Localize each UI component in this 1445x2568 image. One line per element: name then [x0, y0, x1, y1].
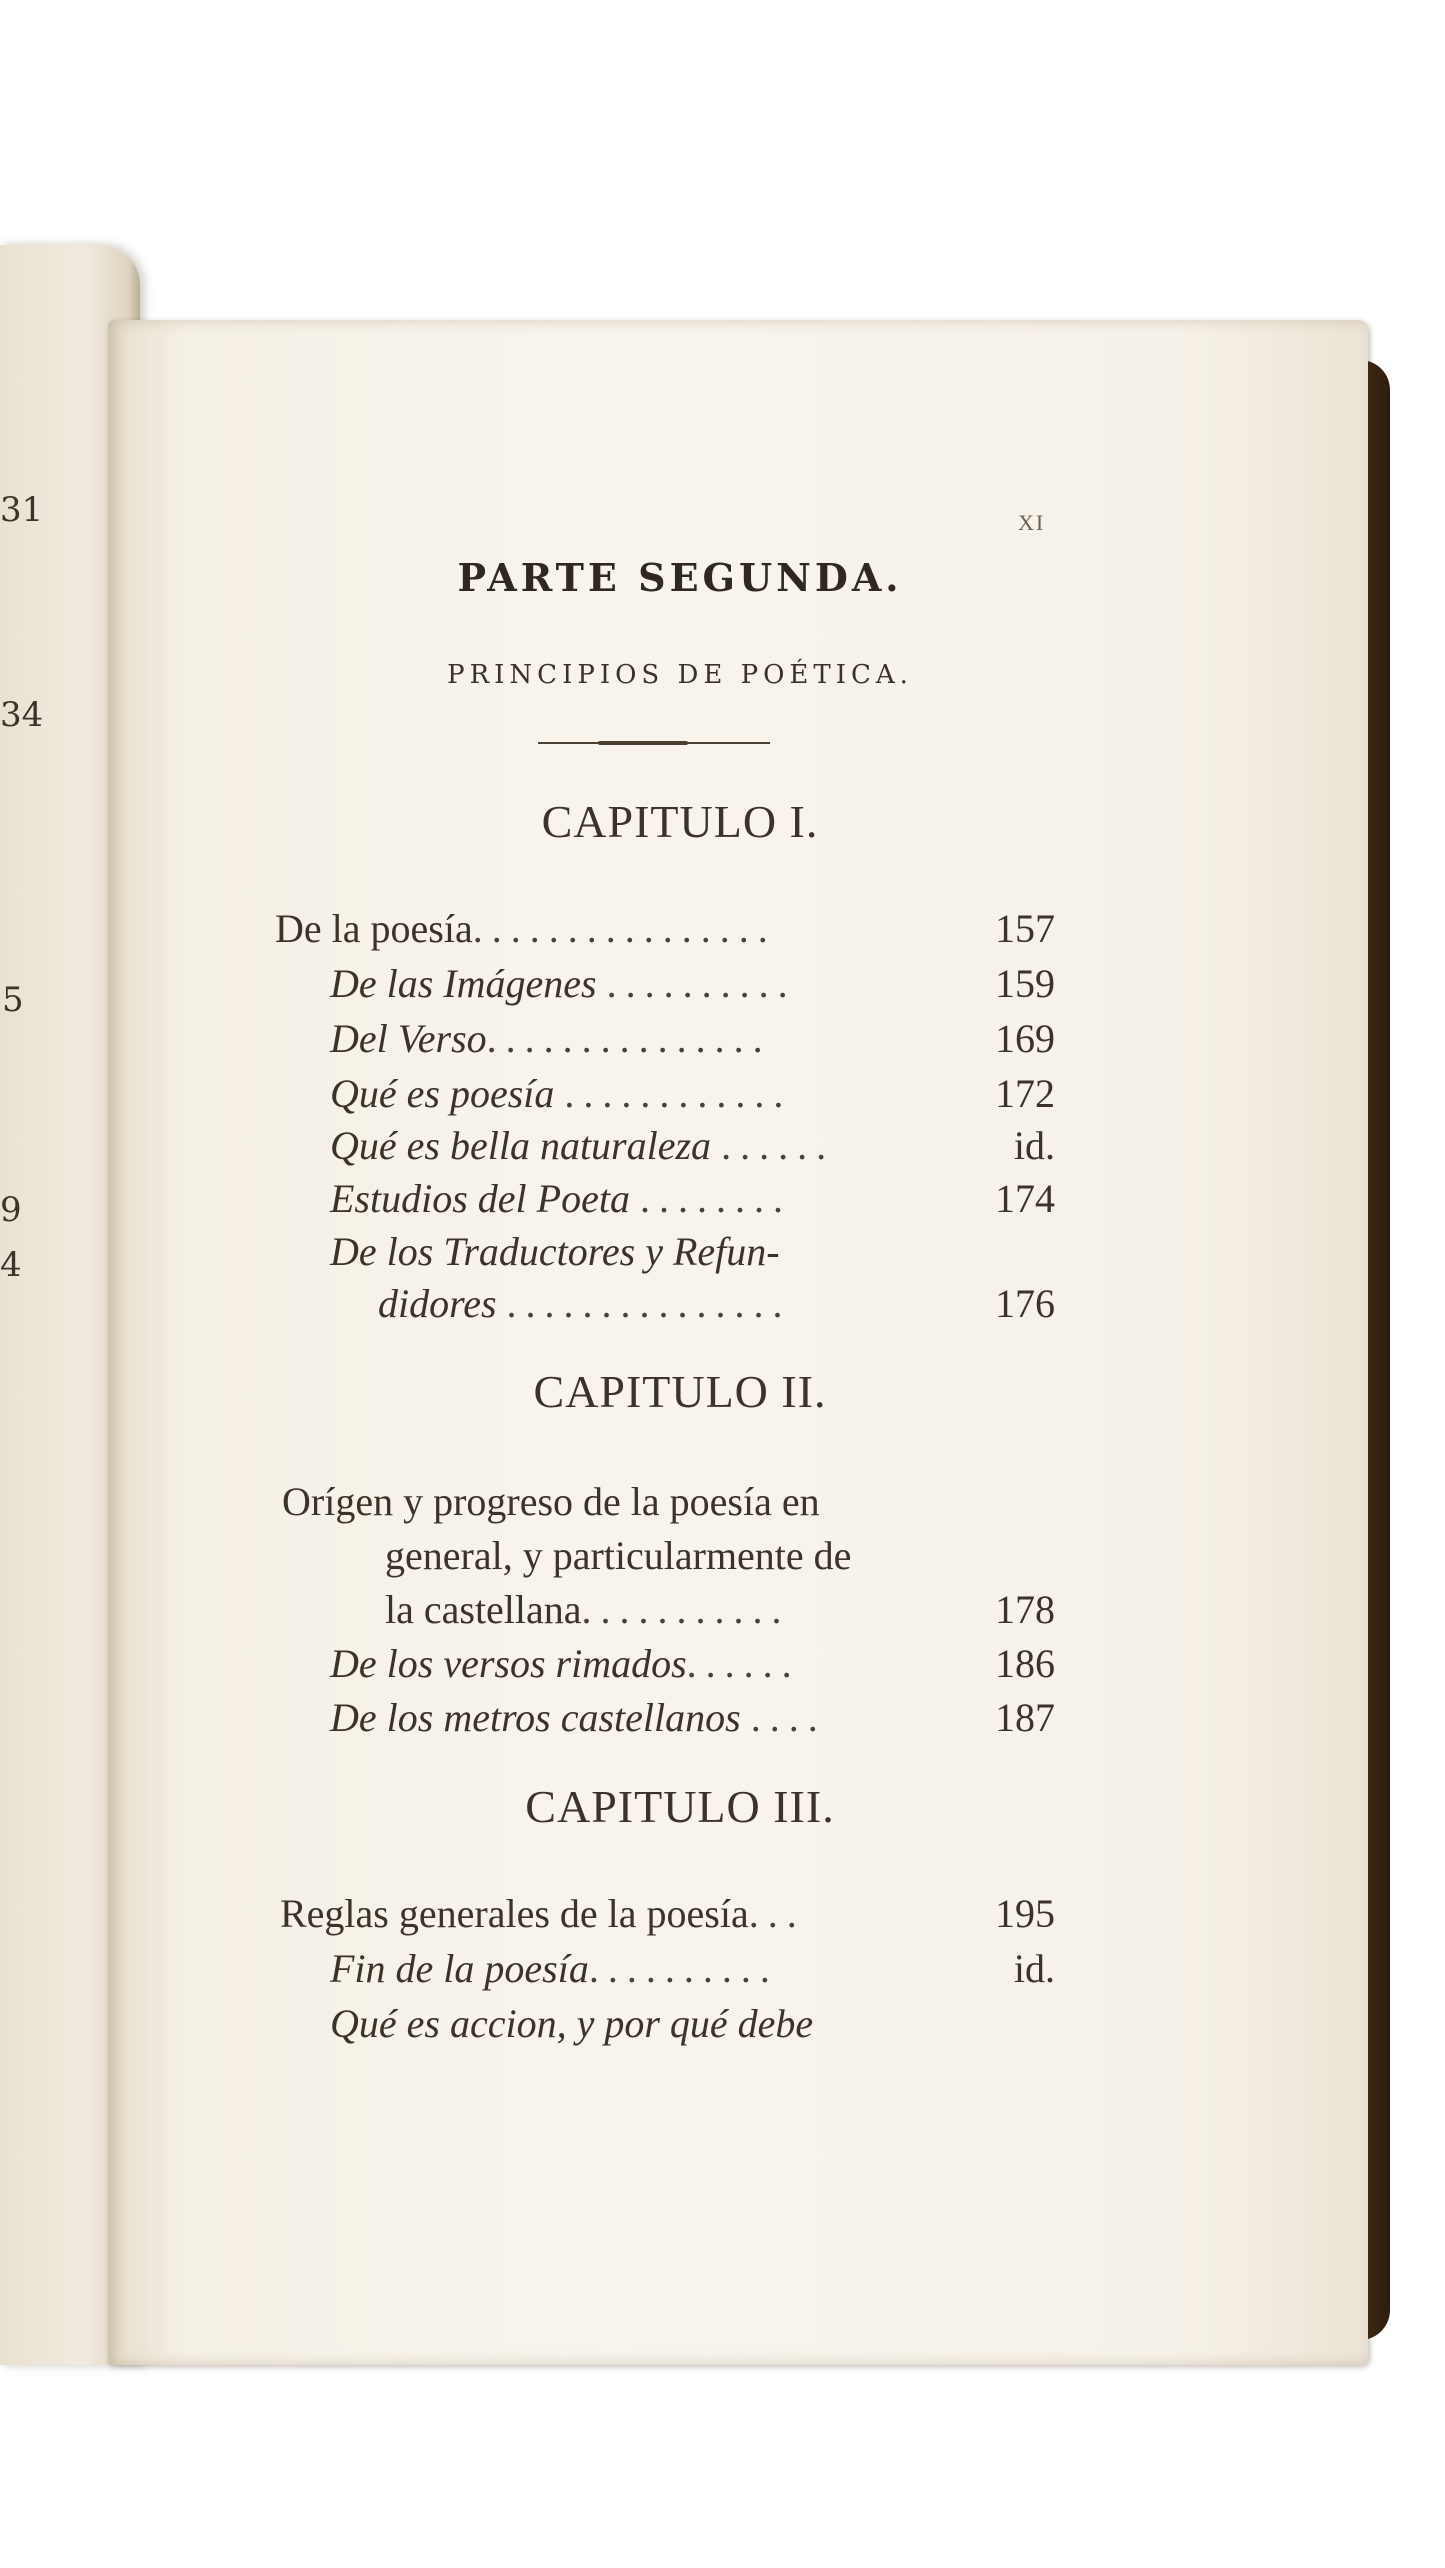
toc-entry [275, 905, 777, 952]
toc-leader: ........ [639, 1176, 792, 1221]
toc-entry [330, 1122, 835, 1169]
toc-entry [330, 1694, 827, 1741]
toc-page-number: 157 [995, 906, 1055, 951]
left-page-fragment: 4 [0, 1245, 22, 1285]
toc-leader: ............ [564, 1071, 793, 1116]
toc-page-number: 176 [995, 1281, 1055, 1326]
toc-entry-title: la castellana [385, 1587, 582, 1632]
toc-entry [282, 1478, 820, 1525]
toc-entry-title: didores [378, 1281, 497, 1326]
left-page-fragment: 34 [0, 695, 44, 735]
toc-entry-title: general, y particularmente de [385, 1533, 852, 1578]
toc-entry [330, 1228, 780, 1275]
toc-leader: ............... [486, 1016, 772, 1061]
toc-entry [385, 1532, 851, 1579]
toc-entry [378, 1280, 792, 1327]
toc-entry-title: De la poesía [275, 906, 473, 951]
toc-entry-title: Qué es bella naturaleza [330, 1123, 712, 1168]
chapter-heading: CAPITULO I. [541, 796, 819, 847]
right-page [108, 320, 1368, 2365]
left-page-fragment: 9 [0, 1190, 22, 1230]
toc-entry-title: Qué es poesía [330, 1071, 555, 1116]
toc-entry-title: Fin de la poesía [330, 1946, 589, 1991]
toc-leader: ........... [581, 1587, 791, 1632]
toc-entry-title: Reglas generales de la poesía [280, 1891, 749, 1936]
toc-leader: ... [748, 1891, 806, 1936]
toc-entry [330, 1175, 792, 1222]
toc-page-number: 172 [995, 1071, 1055, 1116]
toc-entry [330, 1945, 779, 1992]
left-page-fragment: 31 [0, 490, 44, 530]
toc-entry-title: De los Traductores y Refun- [330, 1229, 780, 1274]
toc-leader: ...... [721, 1123, 836, 1168]
left-page-fragment: 5 [2, 980, 24, 1020]
page-folio: XI [1018, 510, 1046, 535]
part-title: PARTE SEGUNDA. [457, 555, 903, 600]
toc-entry-title: De los metros castellanos [330, 1695, 741, 1740]
toc-page-number: id. [1013, 1123, 1055, 1168]
toc-entry [330, 2000, 813, 2047]
chapter-heading: CAPITULO III. [525, 1781, 835, 1832]
toc-entry [280, 1890, 806, 1937]
toc-entry-title: De las Imágenes [330, 961, 597, 1006]
toc-entry [330, 1015, 772, 1062]
toc-page-number: id. [1013, 1946, 1055, 1991]
toc-entry-title: Estudios del Poeta [330, 1176, 630, 1221]
toc-leader: .......... [606, 961, 797, 1006]
toc-entry-title: Orígen y progreso de la poesía en [282, 1479, 820, 1524]
ornamental-rule [538, 742, 770, 744]
toc-page-number: 187 [995, 1695, 1055, 1740]
toc-leader: ............... [506, 1281, 792, 1326]
part-subtitle: PRINCIPIOS DE POÉTICA. [447, 660, 913, 690]
toc-leader: .......... [588, 1946, 779, 1991]
toc-entry-title: De los versos rimados [330, 1641, 687, 1686]
toc-page-number: 178 [995, 1587, 1055, 1632]
toc-entry [330, 960, 797, 1007]
toc-page-number: 159 [995, 961, 1055, 1006]
toc-entry [330, 1640, 801, 1687]
toc-entry-title: Qué es accion, y por qué debe [330, 2001, 814, 2046]
toc-page-number: 174 [995, 1176, 1055, 1221]
toc-page-number: 195 [995, 1891, 1055, 1936]
toc-leader: ...... [686, 1641, 801, 1686]
toc-entry-title: Del Verso [330, 1016, 487, 1061]
toc-entry [330, 1070, 792, 1117]
toc-page-number: 169 [995, 1016, 1055, 1061]
chapter-heading: CAPITULO II. [533, 1366, 827, 1417]
toc-entry [385, 1586, 791, 1633]
toc-leader: ................ [472, 906, 777, 951]
toc-leader: .... [750, 1695, 827, 1740]
toc-page-number: 186 [995, 1641, 1055, 1686]
